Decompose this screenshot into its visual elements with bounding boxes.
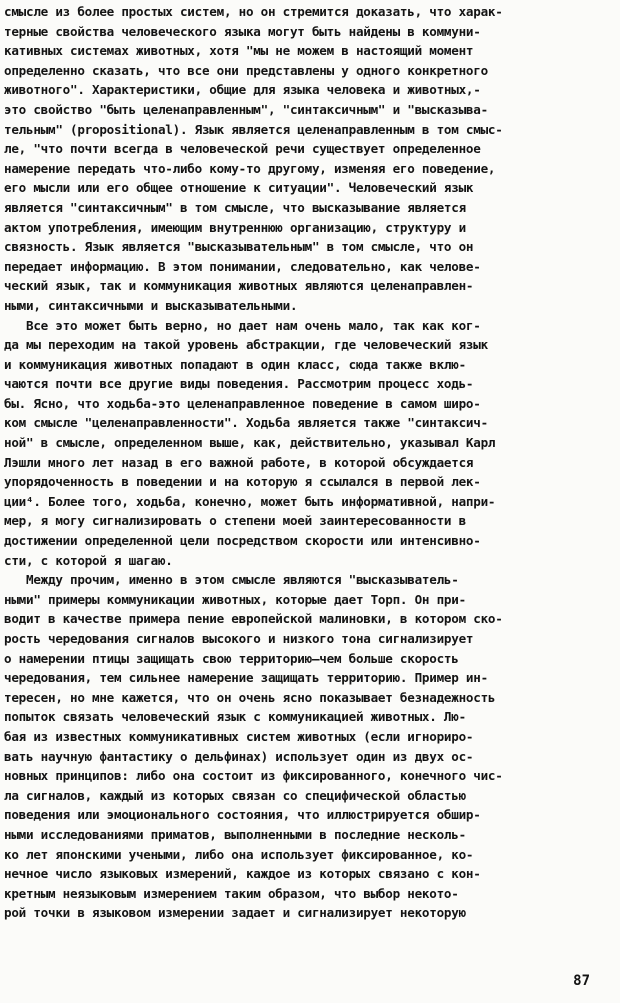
text-line: водит в качестве примера пение европейской малиновки, в котором ско- [4, 611, 503, 627]
text-line: ком смысле "целенаправленности". Ходьба является также "синтаксич- [4, 415, 488, 431]
text-line: тельным" (propositional). Язык является целенаправленным в том смыс- [4, 121, 503, 137]
text-line: достижении определенной цели посредством скорости или интенсивно- [4, 533, 481, 549]
page-number: 87 [573, 973, 590, 989]
text-line: упорядоченность в поведении и на которую я ссылался в первой лек- [4, 474, 481, 490]
text-line: нечное число языковых измерений, каждое из которых связано с кон- [4, 866, 481, 882]
text-line: ными исследованиями приматов, выполненными в последние несколь- [4, 826, 466, 842]
text-line: ными, синтаксичными и высказывательными. [4, 297, 298, 313]
text-line: и коммуникация животных попадают в один класс, сюда также вклю- [4, 356, 466, 372]
text-line: рость чередования сигналов высокого и низкого тона сигнализирует [4, 631, 474, 646]
text-line: ной" в смысле, определенном выше, как, действительно, указывал Карл [4, 435, 496, 451]
text-line: бы. Ясно, что ходьба-это целенаправленное поведение в самом широ- [4, 395, 481, 411]
text-line: ле, "что почти всегда в человеческой речи существует определенное [4, 141, 481, 157]
text-line: о намерении птицы защищать свою территорию—чем больше скорость [4, 650, 459, 666]
text-line: кретным неязыковым измерением таким образом, что выбор некото- [4, 885, 459, 901]
text-line: новных принципов: либо она состоит из фиксированного, конечного чис- [4, 768, 503, 784]
text-line: чаются почти все другие виды поведения. Рассмотрим процесс ходь- [4, 376, 474, 392]
text-line: Между прочим, именно в этом смысле являются "высказыватель- [4, 572, 459, 588]
text-line: терные свойства человеческого языка могут быть найдены в коммуни- [4, 23, 481, 39]
text-line: ции⁴. Более того, ходьба, конечно, может быть информативной, напри- [4, 493, 496, 509]
text-line: бая из известных коммуникативных систем животных (если игнориро- [4, 728, 474, 744]
text-line: ными" примеры коммуникации животных, которые дает Торп. Он при- [4, 591, 466, 607]
text-line: мер, я могу сигнализировать о степени моей заинтересованности в [4, 513, 466, 529]
text-line: вать научную фантастику о дельфинах) использует один из двух ос- [4, 748, 474, 764]
text-line: передает информацию. В этом понимании, следовательно, как челове- [4, 258, 481, 274]
text-line: намерение передать что-либо кому-то другому, изменяя его поведение, [4, 160, 496, 176]
text-line: да мы переходим на такой уровень абстракции, где человеческий язык [4, 337, 488, 353]
text-line: связность. Язык является "высказывательным" в том смысле, что он [4, 239, 474, 255]
text-line: определенно сказать, что все они представлены у одного конкретного [4, 62, 488, 78]
text-line: попыток связать человеческий язык с коммуникацией животных. Лю- [4, 709, 466, 725]
text-line: актом употребления, имеющим внутреннюю организацию, структуру и [4, 219, 466, 235]
text-line: Лэшли много лет назад в его важной работе, в которой обсуждается [4, 454, 474, 470]
text-line: чередования, тем сильнее намерение защищать территорию. Пример ин- [4, 670, 488, 686]
text-line: кативных системах животных, хотя "мы не можем в настоящий момент [4, 43, 474, 59]
text-line: ла сигналов, каждый из которых связан со специфической областью [4, 787, 466, 803]
text-line: ческий язык, так и коммуникация животных являются целенаправлен- [4, 278, 474, 294]
text-line: тересен, но мне кажется, что он очень ясно показывает безнадежность [4, 689, 496, 705]
text-line: поведения или эмоционального состояния, что иллюстрируется обшир- [4, 807, 481, 823]
text-line: ко лет японскими учеными, либо она использует фиксированное, ко- [4, 846, 474, 862]
text-line: сти, с которой я шагаю. [4, 552, 173, 568]
text-line: рой точки в языковом измерении задает и сигнализирует некоторую [4, 905, 466, 921]
text-line: это свойство "быть целенаправленным", "синтаксичным" и "высказыва- [4, 101, 488, 117]
text-line: смысле из более простых систем, но он стремится доказать, что харак- [4, 4, 503, 19]
body-text [4, 2, 610, 923]
text-line: является "синтаксичным" в том смысле, что высказывание является [4, 199, 466, 215]
text-line: его мысли или его общее отношение к ситуации". Человеческий язык [4, 180, 474, 196]
text-line: Все это может быть верно, но дает нам очень мало, так как ког- [4, 317, 481, 333]
text-line: животного". Характеристики, общие для языка человека и животных,- [4, 82, 481, 98]
